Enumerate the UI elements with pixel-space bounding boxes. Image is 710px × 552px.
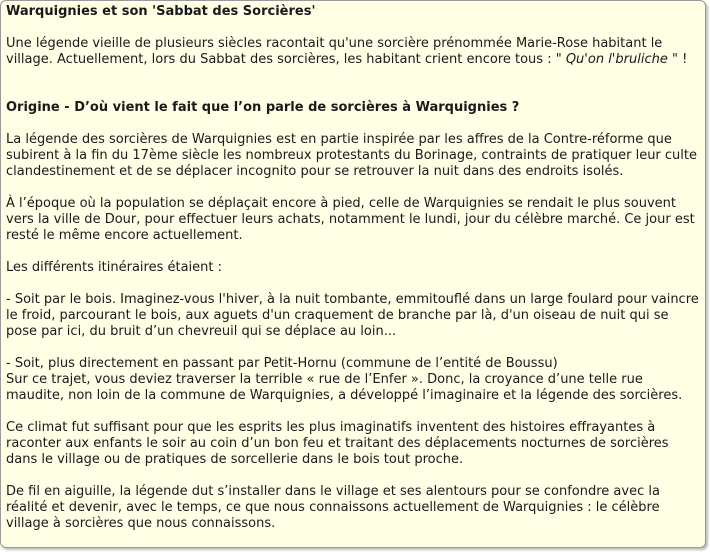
paragraph-5-line-1: - Soit, plus directement en passant par Petit-Hornu (commune de l’entité de Boussu) [6,356,558,371]
paragraph-5 [6,356,701,404]
paragraph-7: De fil en aiguille, la légende dut s’installer dans le village et ses alentours pour se confondre avec la réalité et devenir, avec le temps, ce que nous connaissons actuellement de Warquignies : le célèbre village à sorcières que nous connaissons. [6,484,660,531]
paragraph-6: Ce climat fut suffisant pour que les esprits les plus imaginatifs inventent des histoires effrayantes à raconter aux enfants le soir au coin d’un bon feu et traitant des déplacements nocturnes de sorcières dans le village ou de pratiques de sorcellerie dans le bois tout proche. [6,420,669,467]
article-title: Warquignies et son 'Sabbat des Sorcières' [6,4,316,19]
intro-paragraph [6,36,701,68]
intro-text: Une légende vieille de plusieurs siècles racontait qu'une sorcière prénommée Marie-Rose habitant le village. Actuellement, lors du Sabbat des sorcières, les habitant crient encore tous : " [6,36,663,67]
intro-quote: Qu'on l'bruliche [565,52,668,67]
paragraph-4: - Soit par le bois. Imaginez-vous l'hiver, à la nuit tombante, emmitouflé dans un large foulard pour vaincre le froid, parcourant le bois, aux aguets d'un craquement de branche par là, d'un oiseau de nuit qui se pose par ici, du bruit d’un chevreuil qui se déplace au loin... [6,292,699,339]
paragraph-3: Les différents itinéraires étaient : [6,260,222,275]
paragraph-1: La légende des sorcières de Warquignies est en partie inspirée par les affres de la Contre-réforme que subirent à la fin du 17ème siècle les nombreux protestants du Borinage, contraints de pratiquer leur culte clandestinement et de se déplacer incognito pour se retrouver la nuit dans des endroits isolés. [6,132,697,179]
paragraph-5-line-2: Sur ce trajet, vous deviez traverser la terrible « rue de l’Enfer ». Donc, la croyance d’une telle rue maudite, non loin de la commune de Warquignies, a développé l’imaginaire et la légende des sorcières. [6,372,683,403]
intro-text-end: " ! [667,52,688,67]
paragraph-2: À l’époque où la population se déplaçait encore à pied, celle de Warquignies se rendait le plus souvent vers la ville de Dour, pour effectuer leurs achats, notamment le lundi, jour du célèbre marché. Ce jour est resté le même encore actuellement. [6,196,695,243]
section-title: Origine - D’où vient le fait que l’on parle de sorcières à Warquignies ? [6,100,520,115]
